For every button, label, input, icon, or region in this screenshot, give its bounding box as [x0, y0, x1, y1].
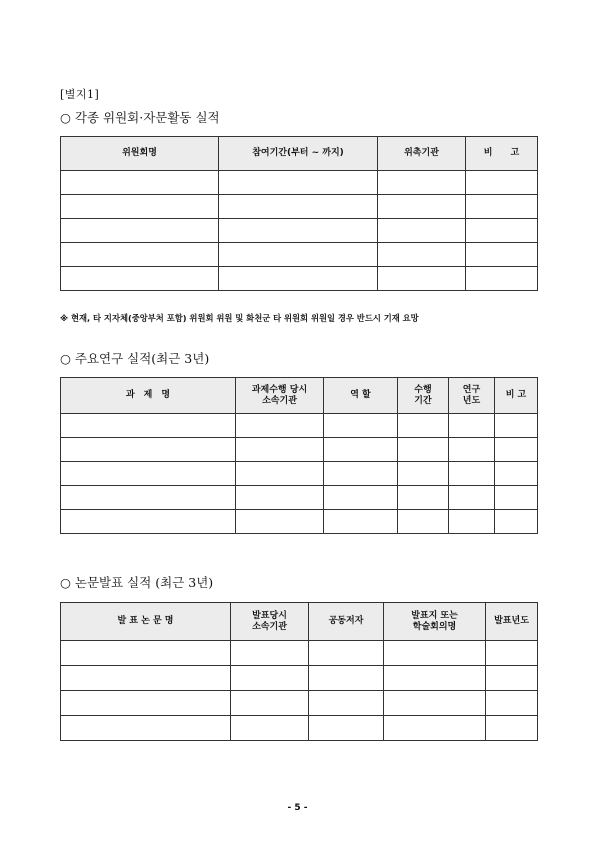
table-cell[interactable]	[309, 691, 384, 716]
table-cell[interactable]	[324, 486, 398, 510]
table-row	[61, 171, 538, 195]
table-cell[interactable]	[61, 171, 219, 195]
table-cell[interactable]	[378, 243, 466, 267]
section3-title: ○ 논문발표 실적 (최근 3년)	[60, 575, 214, 590]
column-header: 과제수행 당시 소속기관	[236, 378, 324, 414]
table-row	[61, 438, 538, 462]
table-cell[interactable]	[486, 716, 538, 741]
column-header: 연구 년도	[449, 378, 495, 414]
table-cell[interactable]	[61, 510, 236, 534]
column-header: 공동저자	[309, 603, 384, 641]
table-cell[interactable]	[495, 486, 538, 510]
table-cell[interactable]	[61, 716, 231, 741]
table-cell[interactable]	[61, 666, 231, 691]
table-cell[interactable]	[61, 438, 236, 462]
table-cell[interactable]	[61, 641, 231, 666]
paper-publication-table	[60, 602, 538, 741]
table-cell[interactable]	[449, 414, 495, 438]
column-header: 참여기간(부터 ~ 까지)	[219, 137, 378, 171]
table-cell[interactable]	[449, 510, 495, 534]
table-header-row	[61, 137, 538, 171]
table-cell[interactable]	[231, 666, 309, 691]
table-cell[interactable]	[466, 267, 538, 291]
table-cell[interactable]	[384, 716, 486, 741]
table-row	[61, 243, 538, 267]
table-cell[interactable]	[449, 462, 495, 486]
table-cell[interactable]	[378, 195, 466, 219]
table-cell[interactable]	[398, 486, 449, 510]
table-cell[interactable]	[236, 510, 324, 534]
table-cell[interactable]	[309, 716, 384, 741]
section2-title: ○ 주요연구 실적(최근 3년)	[60, 351, 210, 366]
column-header: 발표지 또는 학술회의명	[384, 603, 486, 641]
table-cell[interactable]	[61, 691, 231, 716]
section1-title: ○ 각종 위원회·자문활동 실적	[60, 110, 220, 125]
table-cell[interactable]	[236, 438, 324, 462]
table-cell[interactable]	[398, 462, 449, 486]
table-cell[interactable]	[309, 641, 384, 666]
table-cell[interactable]	[61, 243, 219, 267]
column-header: 비 고	[495, 378, 538, 414]
research-table	[60, 377, 538, 534]
table-cell[interactable]	[324, 414, 398, 438]
table-cell[interactable]	[495, 462, 538, 486]
table-row	[61, 486, 538, 510]
table-cell[interactable]	[61, 195, 219, 219]
table-cell[interactable]	[384, 691, 486, 716]
table-cell[interactable]	[219, 267, 378, 291]
table-cell[interactable]	[384, 666, 486, 691]
table-cell[interactable]	[61, 219, 219, 243]
table-cell[interactable]	[231, 641, 309, 666]
table-row	[61, 691, 538, 716]
table-row	[61, 641, 538, 666]
table-cell[interactable]	[449, 486, 495, 510]
table-row	[61, 219, 538, 243]
table-row	[61, 462, 538, 486]
table-cell[interactable]	[495, 414, 538, 438]
table-cell[interactable]	[378, 219, 466, 243]
page-number: - 5 -	[287, 803, 308, 813]
table-header-row	[61, 378, 538, 414]
table-cell[interactable]	[378, 171, 466, 195]
table-row	[61, 414, 538, 438]
table-cell[interactable]	[324, 510, 398, 534]
table-cell[interactable]	[466, 243, 538, 267]
table-cell[interactable]	[486, 641, 538, 666]
table-cell[interactable]	[236, 414, 324, 438]
table-cell[interactable]	[398, 510, 449, 534]
table-cell[interactable]	[384, 641, 486, 666]
column-header: 위원회명	[61, 137, 219, 171]
table-cell[interactable]	[219, 219, 378, 243]
table-cell[interactable]	[309, 666, 384, 691]
column-header: 발표당시 소속기관	[231, 603, 309, 641]
table-row	[61, 666, 538, 691]
table-cell[interactable]	[466, 195, 538, 219]
table-cell[interactable]	[378, 267, 466, 291]
table-cell[interactable]	[219, 171, 378, 195]
table-cell[interactable]	[219, 243, 378, 267]
table-row	[61, 267, 538, 291]
column-header: 역 할	[324, 378, 398, 414]
column-header: 수행 기간	[398, 378, 449, 414]
table-cell[interactable]	[61, 462, 236, 486]
table-cell[interactable]	[324, 438, 398, 462]
column-header: 발표년도	[486, 603, 538, 641]
table-row	[61, 510, 538, 534]
column-header: 위촉기관	[378, 137, 466, 171]
column-header: 과 제 명	[61, 378, 236, 414]
table-cell[interactable]	[61, 486, 236, 510]
table-cell[interactable]	[219, 195, 378, 219]
table-cell[interactable]	[398, 414, 449, 438]
table-header-row	[61, 603, 538, 641]
table-cell[interactable]	[231, 716, 309, 741]
table-cell[interactable]	[466, 171, 538, 195]
table-cell[interactable]	[449, 438, 495, 462]
column-header: 비 고	[466, 137, 538, 171]
table-cell[interactable]	[61, 414, 236, 438]
table-row	[61, 195, 538, 219]
annex-label: [별지1]	[60, 88, 100, 101]
table-cell[interactable]	[236, 462, 324, 486]
table-cell[interactable]	[236, 486, 324, 510]
table-cell[interactable]	[495, 510, 538, 534]
table-cell[interactable]	[486, 691, 538, 716]
column-header: 발 표 논 문 명	[61, 603, 231, 641]
table-cell[interactable]	[324, 462, 398, 486]
table-row	[61, 716, 538, 741]
notice-text: ※ 현재, 타 지자체(중앙부처 포함) 위원회 위원 및 화천군 타 위원회 위원일 경우 반드시 기재 요망	[60, 313, 419, 323]
table-cell[interactable]	[231, 691, 309, 716]
table-cell[interactable]	[398, 438, 449, 462]
table-cell[interactable]	[486, 666, 538, 691]
table-cell[interactable]	[495, 438, 538, 462]
table-cell[interactable]	[61, 267, 219, 291]
committee-activity-table	[60, 136, 538, 291]
table-cell[interactable]	[466, 219, 538, 243]
